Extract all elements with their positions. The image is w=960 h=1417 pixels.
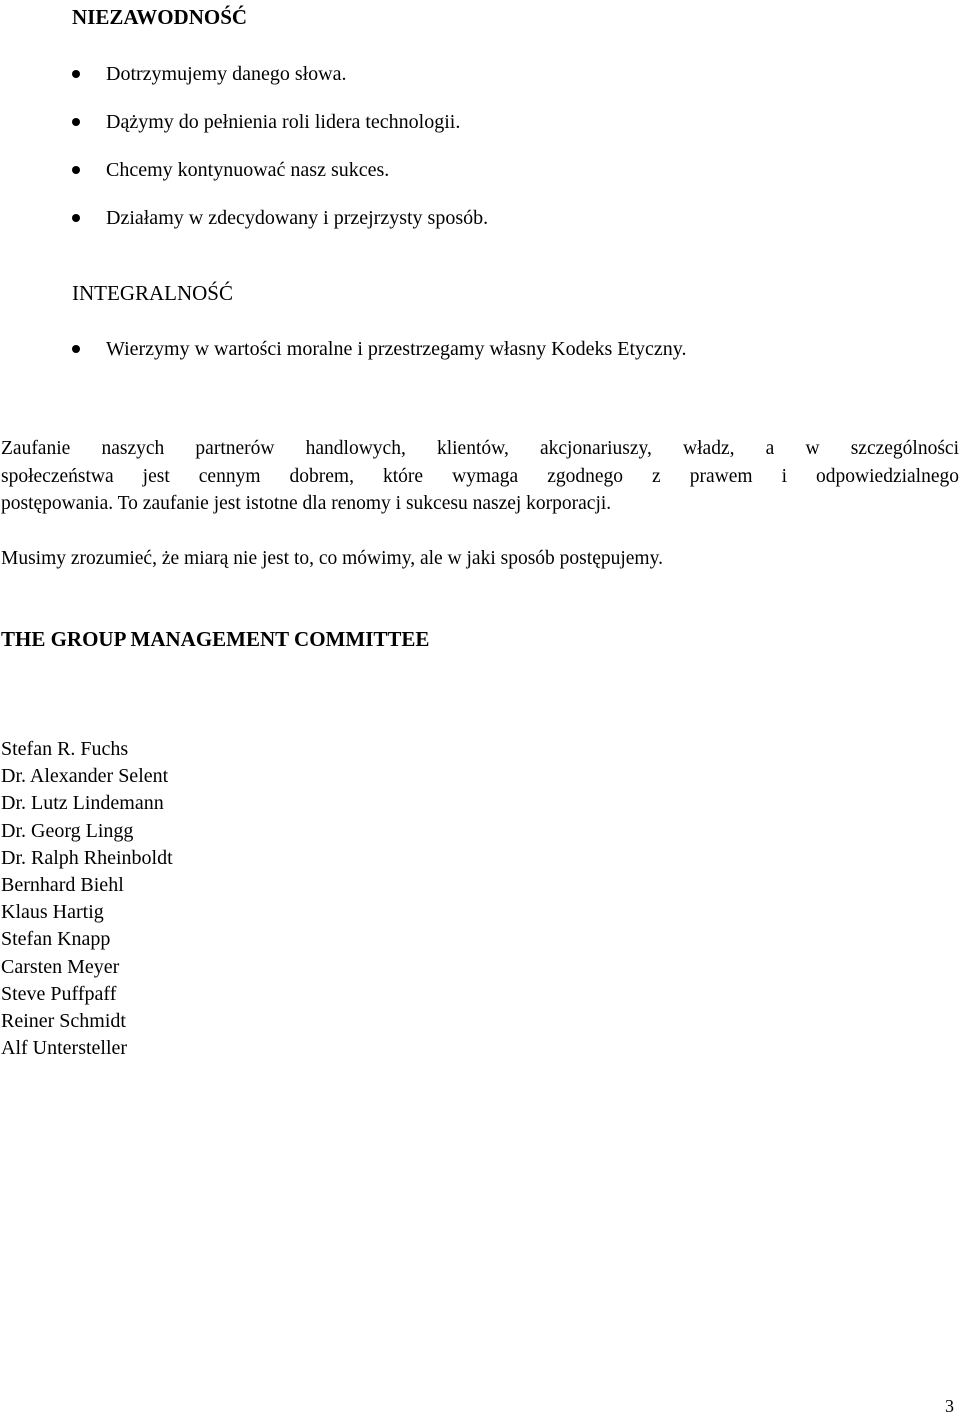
- list-item: [72, 110, 932, 134]
- section-title-reliability: NIEZAWODNOŚĆ: [72, 5, 248, 29]
- list-item: Dr. Ralph Rheinboldt: [1, 846, 173, 869]
- paragraph-understand: Musimy zrozumieć, że miarą nie jest to, co mówimy, ale w jaki sposób postępujemy.: [1, 548, 663, 569]
- list-item: Stefan Knapp: [1, 928, 111, 951]
- bullet-text: Dążymy do pełnienia roli lidera technologii.: [106, 111, 461, 133]
- list-item: Steve Puffpaff: [1, 982, 117, 1005]
- list-item: Dr. Alexander Selent: [1, 765, 169, 788]
- bullet-icon: [72, 214, 80, 222]
- list-item: Bernhard Biehl: [1, 873, 124, 896]
- committee-title: THE GROUP MANAGEMENT COMMITTEE: [1, 627, 430, 651]
- bullet-text: Chcemy kontynuować nasz sukces.: [106, 159, 390, 181]
- bullet-text: Wierzymy w wartości moralne i przestrzegamy własny Kodeks Etyczny.: [106, 338, 687, 360]
- list-item: Klaus Hartig: [1, 901, 104, 924]
- paragraph-line: społeczeństwa jest cennym dobrem, które wymaga zgodnego z prawem i odpowiedzialnego: [1, 466, 959, 487]
- list-item: [72, 206, 932, 230]
- paragraph-line: postępowania. To zaufanie jest istotne dla renomy i sukcesu naszej korporacji.: [1, 493, 612, 514]
- bullet-icon: [72, 166, 80, 174]
- bullet-icon: [72, 345, 80, 353]
- list-item: Carsten Meyer: [1, 955, 120, 978]
- list-item: [72, 62, 932, 86]
- section-title-integrity: INTEGRALNOŚĆ: [72, 281, 233, 305]
- bullet-icon: [72, 118, 80, 126]
- bullet-text: Działamy w zdecydowany i przejrzysty sposób.: [106, 207, 489, 229]
- list-item: Reiner Schmidt: [1, 1009, 126, 1032]
- paragraph-line: Zaufanie naszych partnerów handlowych, klientów, akcjonariuszy, władz, a w szczególności: [1, 438, 959, 459]
- list-item: Stefan R. Fuchs: [1, 738, 129, 760]
- list-item: Dr. Georg Lingg: [1, 819, 134, 842]
- bullet-icon: [72, 70, 80, 78]
- list-item: Dr. Lutz Lindemann: [1, 792, 164, 815]
- bullet-text: Dotrzymujemy danego słowa.: [106, 63, 347, 85]
- list-item: [72, 337, 932, 361]
- list-item: [72, 158, 932, 182]
- page-number: 3: [945, 1396, 954, 1416]
- committee-member-list: [1, 736, 173, 1062]
- list-item: Alf Untersteller: [1, 1037, 128, 1060]
